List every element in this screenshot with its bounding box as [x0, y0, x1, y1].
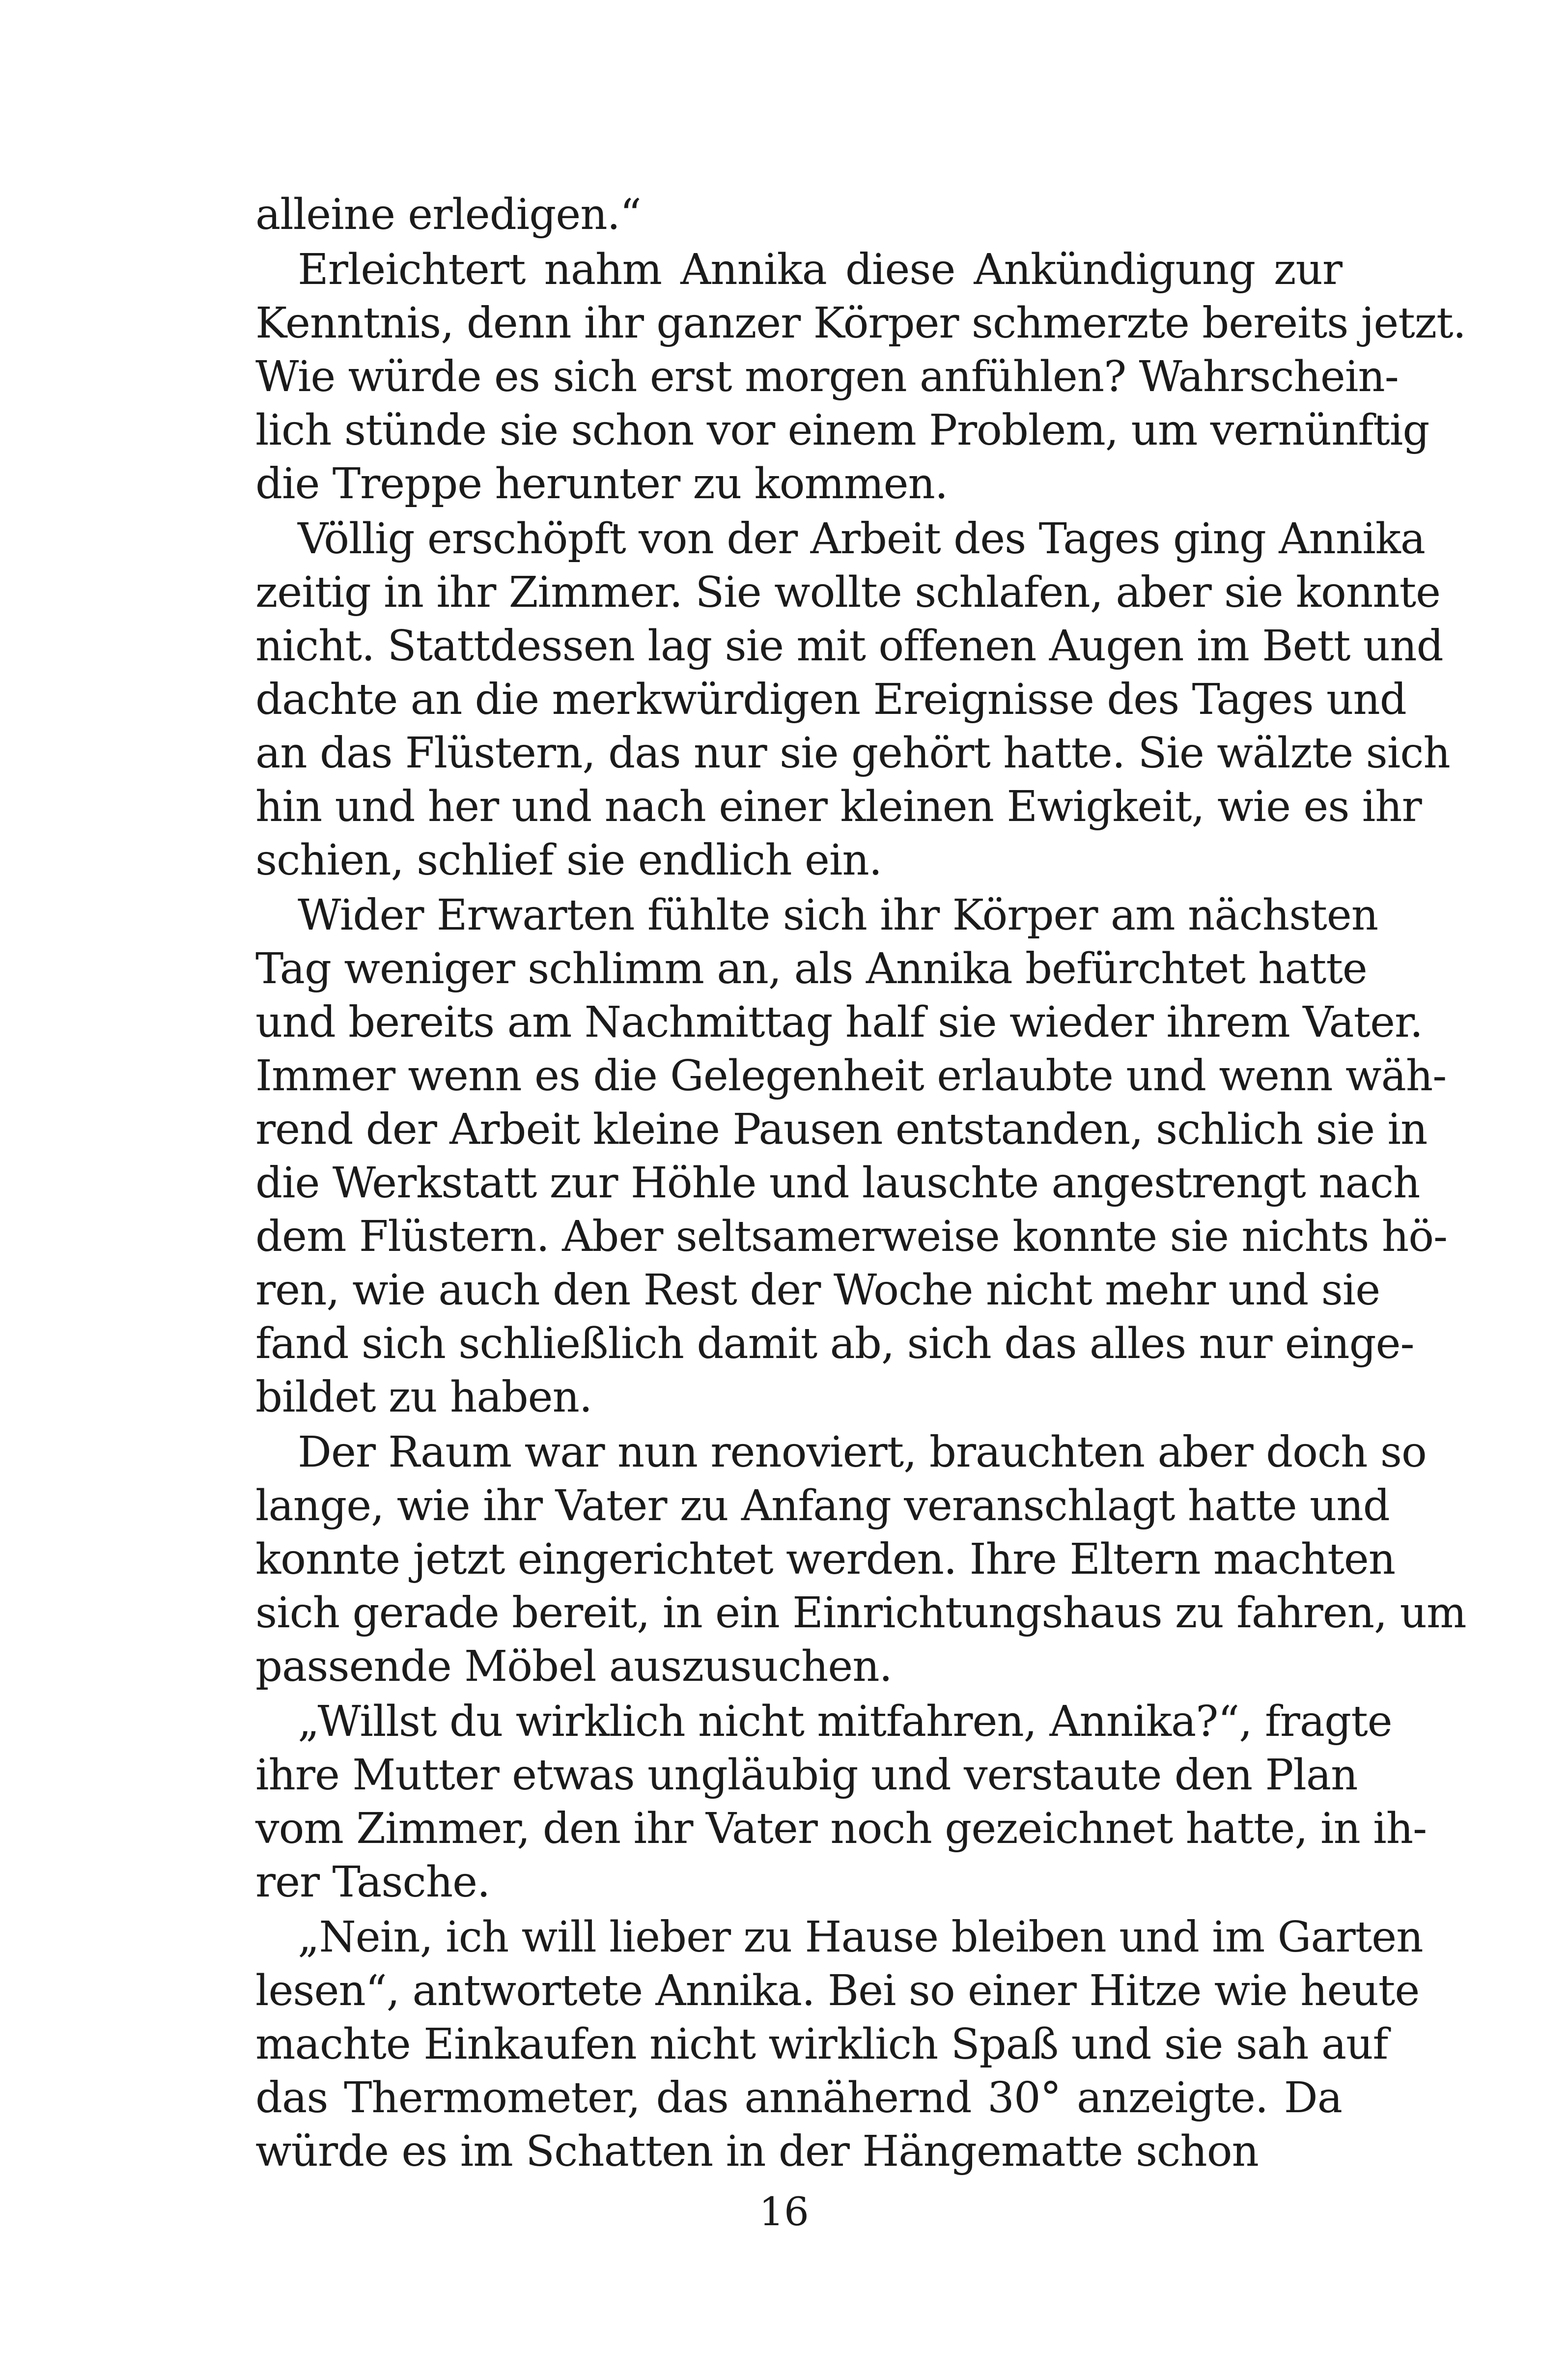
- text-line: ihre Mutter etwas ungläubig und verstaute den Plan: [255, 1751, 1358, 1800]
- text-line: Der Raum war nun renoviert, brauchten aber doch so: [298, 1428, 1427, 1477]
- paragraph: [255, 243, 1466, 511]
- paragraph: [255, 1426, 1466, 1694]
- text-line: sich gerade bereit, in ein Einrichtungshaus zu fahren, um: [255, 1588, 1466, 1638]
- text-line: „Nein, ich will lieber zu Hause bleiben und im Garten: [298, 1913, 1423, 1962]
- text-line: dachte an die merkwürdigen Ereignisse des Tages und: [255, 675, 1406, 724]
- text-line: rend der Arbeit kleine Pausen entstanden, schlich sie in: [255, 1105, 1428, 1154]
- paragraph: [255, 188, 1342, 242]
- text-line: konnte jetzt eingerichtet werden. Ihre Eltern machten: [255, 1535, 1396, 1584]
- text-line: lich stünde sie schon vor einem Problem, um vernünftig: [255, 406, 1429, 455]
- text-line: lange, wie ihr Vater zu Anfang veranschlagt hatte und: [255, 1481, 1390, 1530]
- body-text: [255, 187, 1466, 2179]
- text-line: an das Flüstern, das nur sie gehört hatte. Sie wälzte sich: [255, 729, 1450, 778]
- text-line: bildet zu haben.: [255, 1373, 592, 1422]
- page-number: 16: [759, 2189, 809, 2235]
- text-line: „Willst du wirklich nicht mitfahren, Annika?“, fragte: [298, 1697, 1392, 1746]
- text-line: Tag weniger schlimm an, als Annika befürchtet hatte: [255, 944, 1367, 993]
- text-line: das Thermometer, das annähernd 30° anzeigte. Da: [255, 2073, 1342, 2123]
- text-line: dem Flüstern. Aber seltsamerweise konnte sie nichts hö-: [255, 1212, 1448, 1261]
- text-line: fand sich schließlich damit ab, sich das alles nur einge-: [255, 1319, 1414, 1368]
- text-line: die Treppe herunter zu kommen.: [255, 459, 948, 509]
- text-line: Kenntnis, denn ihr ganzer Körper schmerzte bereits jetzt.: [255, 299, 1466, 348]
- paragraph: [255, 512, 1450, 887]
- text-line: Völlig erschöpft von der Arbeit des Tages ging Annika: [298, 514, 1426, 564]
- text-line: nicht. Stattdessen lag sie mit offenen Augen im Bett und: [255, 622, 1443, 671]
- text-line: zeitig in ihr Zimmer. Sie wollte schlafen, aber sie konnte: [255, 568, 1441, 617]
- text-line: machte Einkaufen nicht wirklich Spaß und sie sah auf: [255, 2020, 1388, 2069]
- text-line: rer Tasche.: [255, 1858, 490, 1907]
- text-line: würde es im Schatten in der Hängematte schon: [255, 2127, 1259, 2176]
- text-line: vom Zimmer, den ihr Vater noch gezeichnet hatte, in ih-: [255, 1804, 1427, 1853]
- text-line: die Werkstatt zur Höhle und lauschte angestrengt nach: [255, 1159, 1420, 1208]
- paragraph: [255, 1911, 1423, 2179]
- text-line: alleine erledigen.“: [255, 190, 641, 239]
- text-line: Wider Erwarten fühlte sich ihr Körper am nächsten: [298, 891, 1378, 940]
- text-line: Erleichtert nahm Annika diese Ankündigung zur: [298, 245, 1342, 294]
- text-line: und bereits am Nachmittag half sie wieder ihrem Vater.: [255, 998, 1423, 1047]
- text-line: Immer wenn es die Gelegenheit erlaubte und wenn wäh-: [255, 1051, 1447, 1101]
- paragraph: [255, 889, 1448, 1424]
- text-line: passende Möbel auszusuchen.: [255, 1642, 892, 1691]
- text-line: lesen“, antwortete Annika. Bei so einer Hitze wie heute: [255, 1966, 1420, 2015]
- text-line: schien, schlief sie endlich ein.: [255, 836, 882, 885]
- text-line: Wie würde es sich erst morgen anfühlen? Wahrschein-: [255, 352, 1399, 401]
- text-line: ren, wie auch den Rest der Woche nicht mehr und sie: [255, 1266, 1380, 1315]
- paragraph: [255, 1695, 1427, 1909]
- text-line: hin und her und nach einer kleinen Ewigkeit, wie es ihr: [255, 782, 1422, 831]
